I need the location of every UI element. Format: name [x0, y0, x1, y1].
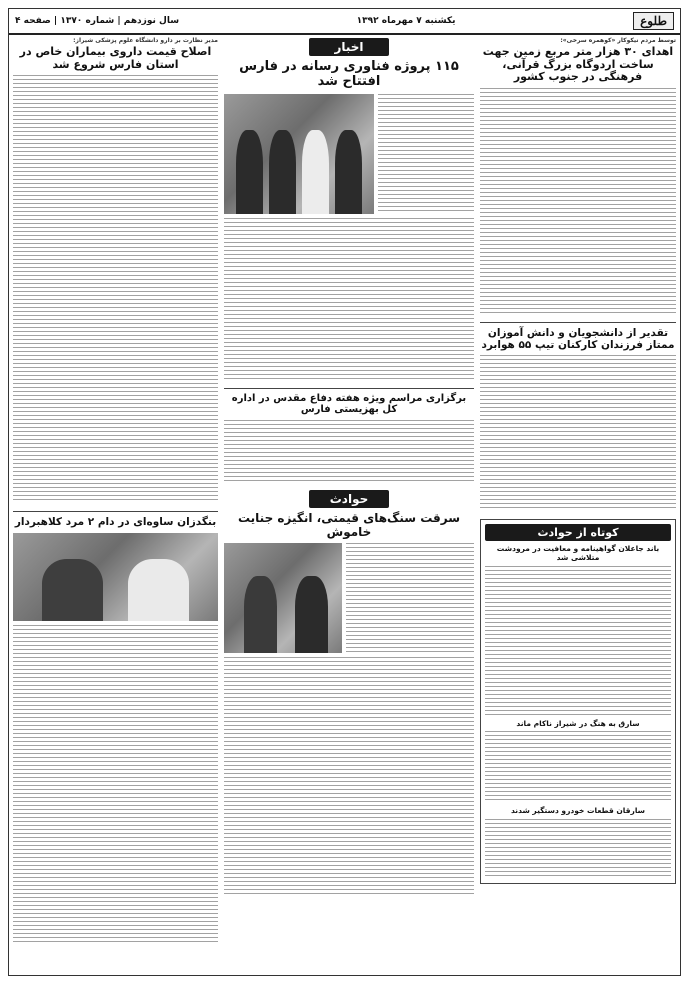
headline-land-donation: اهدای ۳۰ هزار متر مربع زمین جهت ساخت اردوگاه بزرگ قرآنی، فرهنگی در جنوب کشور	[482, 45, 674, 84]
headline-gem-theft: سرقت سنگ‌های قیمتی، انگیزه جنایت خاموش	[237, 510, 461, 539]
fraud-suspects-photo	[13, 533, 218, 621]
article-student-award-body	[480, 355, 676, 511]
article-media-projects-body	[224, 218, 474, 382]
short-accident-item-1-body	[485, 566, 671, 716]
headline-fraud: بنگدزان ساوه‌ای در دام ۲ مرد کلاهبردار	[13, 511, 218, 528]
short-accident-item-3: سارقان قطعات خودرو دستگیر شدند	[510, 806, 646, 816]
article-media-projects-col-a	[378, 94, 474, 214]
article-fraud-body	[13, 625, 218, 945]
headline-student-award: تقدیر از دانشجویان و دانش آموزان ممتاز فرزندان کارکنان تیپ ۵۵ هوابرد	[480, 322, 676, 351]
section-news-label: اخبار	[309, 38, 389, 56]
short-accidents-title: کوتاه از حوادث	[485, 524, 671, 541]
left-column	[13, 36, 218, 975]
headline-drug-price: اصلاح قیمت داروی بیماران خاص در استان فارس شروع شد	[19, 45, 212, 71]
article-drug-price-body	[13, 75, 218, 503]
short-accident-item-2: سارق به هنگ در شیراز ناکام ماند	[516, 718, 640, 728]
gem-theft-top	[224, 543, 474, 653]
article-gem-theft-col-a	[346, 543, 474, 653]
short-accident-item-1: باند جاعلان گواهینامه و معافیت در مرودشت متلاشی شد	[496, 544, 660, 562]
article-gem-theft-body	[224, 657, 474, 895]
headline-sacred-defense: برگزاری مراسم ویژه هفته دفاع مقدس در اداره کل بهزیستی فارس	[224, 388, 474, 416]
section-accidents-label: حوادث	[309, 490, 389, 508]
issue-info: سال نوزدهم | شماره ۱۳۷۰ | صفحه ۴	[15, 16, 180, 26]
center-column	[224, 36, 474, 975]
short-accident-item-3-body	[485, 819, 671, 879]
right-column	[480, 36, 676, 975]
short-accident-item-2-body	[485, 731, 671, 803]
masthead	[9, 9, 680, 35]
newspaper-logo: طلوع	[633, 12, 674, 30]
newspaper-page	[8, 8, 681, 976]
media-projects-top	[224, 94, 474, 214]
kicker-land-donation: توسط مردم نیکوکار «کوهمره سرخی»:	[560, 37, 676, 44]
ribbon-cutting-photo	[224, 94, 374, 214]
suspects-photo	[224, 543, 342, 653]
article-sacred-defense-body	[224, 420, 474, 482]
page-grid	[9, 36, 680, 975]
kicker-drug-price: مدیر نظارت بر دارو دانشگاه علوم پزشکی شیراز:	[73, 37, 218, 44]
article-land-donation-body	[480, 88, 676, 316]
short-accidents-box	[480, 519, 676, 884]
headline-media-projects: ۱۱۵ پروژه فناوری رسانه در فارس افتتاح شد	[239, 59, 459, 89]
issue-date: یکشنبه ۷ مهرماه ۱۳۹۲	[356, 16, 456, 26]
